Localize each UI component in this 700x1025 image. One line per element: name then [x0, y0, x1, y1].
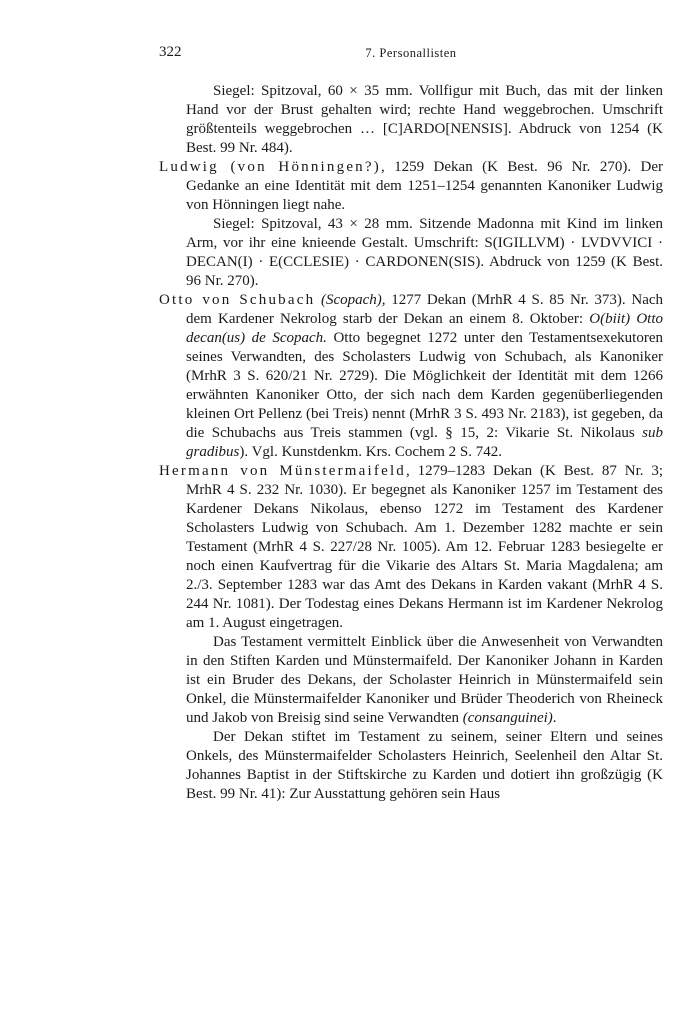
- seal-paragraph: Siegel: Spitzoval, 43 × 28 mm. Sitzende Madonna mit Kind im linken Arm, vor ihr eine knieende Gestalt. Umschrift: S(IGILLVM) · LVDVVICI · DECAN(I) · E(CCLESIE) · CARDONEN(SIS). Abdruck von 1259 (K Best. 96 Nr. 270).: [186, 216, 663, 289]
- entry-ludwig: Ludwig (von Hönningen?), 1259 Dekan (K Best. 96 Nr. 270). Der Gedanke an eine Identität mit dem 1251–1254 genannten Kanoniker Ludwig von Hönningen liegt nahe. Siegel: Spitzoval, 43 × 28 mm. Sitzende Madonna mit Kind im linken Arm, vor ihr eine knieende Gestalt. Umschrift: S(IGILLVM) · LVDVVICI · DECAN(I) · E(CCLESIE) · CARDONEN(SIS). Abdruck von 1259 (K Best. 96 Nr. 270).: [159, 159, 663, 289]
- testament-paragraph: Das Testament vermittelt Einblick über die Anwesenheit von Verwandten in den Stiften Karden und Münstermaifeld. Der Kanoniker Johann in Karden ist ein Bruder des Dekans, der Scholaster Heinrich in Münstermaifeld sein Onkel, die Münstermaifelder Kanoniker und Brüder Theoderich von Rheineck und Jakob von Breisig sind seine Verwandten (consanguinei).: [186, 634, 663, 726]
- running-title: 7. Personallisten: [365, 46, 457, 60]
- seal-paragraph: Siegel: Spitzoval, 60 × 35 mm. Vollfigur mit Buch, das mit der linken Hand vor der Brust gehalten wird; rechte Hand weggebrochen. Umschrift größtenteils weggebrochen … [C]ARDO[NENSIS]. Abdruck von 1254 (K Best. 99 Nr. 484).: [186, 83, 663, 156]
- foundation-paragraph: Der Dekan stiftet im Testament zu seinem, seiner Eltern und seines Onkels, des Münstermaifelder Scholasters Heinrich, Seelenheil den Altar St. Johannes Baptist in der Stiftskirche zu Karden und dotiert ihn großzügig (K Best. 99 Nr. 41): Zur Ausstattung gehören sein Haus: [186, 729, 663, 802]
- page-header: [159, 44, 663, 66]
- entry-name: Hermann von Münstermaifeld: [159, 463, 407, 479]
- entry-hermann: Hermann von Münstermaifeld, 1279–1283 Dekan (K Best. 87 Nr. 3; MrhR 4 S. 232 Nr. 1030). Er begegnet als Kanoniker 1257 im Testament des Kardener Dekans Nikolaus, ebenso 1272 im Testament des Kardener Scholasters Ludwig von Schubach. Am 1. Dezember 1282 machte er sein Testament (MrhR 4 S. 227/28 Nr. 1005). Am 12. Februar 1283 besiegelte er noch einen Kaufvertrag für die Vikarie des Altars St. Maria Magdalena; am 2./3. September 1283 war das Amt des Dekans in Karden vakant (MrhR 4 S. 244 Nr. 1081). Der Todestag eines Dekans Hermann ist im Kardener Nekrolog am 1. August eingetragen. Das Testament vermittelt Einblick über die Anwesenheit von Verwandten in den Stiften Karden und Münstermaifeld. Der Kanoniker Johann in Karden ist ein Bruder des Dekans, der Scholaster Heinrich in Münstermaifeld sein Onkel, die Münstermaifelder Kanoniker und Brüder Theoderich von Rheineck und Jakob von Breisig sind seine Verwandten (consanguinei). Der Dekan stiftet im Testament zu seinem, seiner Eltern und seines Onkels, des Münstermaifelder Scholasters Heinrich, Seelenheil den Altar St. Johannes Baptist in der Stiftskirche zu Karden und dotiert ihn großzügig (K Best. 99 Nr. 41): Zur Ausstattung gehören sein Haus: [159, 463, 663, 802]
- entry-name: Ludwig (von Hönningen?): [159, 159, 381, 175]
- page-body: [159, 82, 663, 804]
- entry-name: Otto von Schubach: [159, 292, 316, 308]
- page-number: 322: [159, 44, 182, 60]
- entry-otto: Otto von Schubach (Scopach), 1277 Dekan (MrhR 4 S. 85 Nr. 373). Nach dem Kardener Nekrolog starb der Dekan an einem 8. Oktober: O(biit) Otto decan(us) de Scopach. Otto begegnet 1272 unter den Testamentsexekutoren seines Verwandten, des Scholasters Ludwig von Schubach, als Kanoniker (MrhR 3 S. 620/21 Nr. 2729). Die Möglichkeit der Identität mit dem 1266 erwähnten Kanoniker Otto, der sich nach dem Karden gegenüberliegenden kleinen Ort Pellenz (bei Treis) nennt (MrhR 3 S. 493 Nr. 2183), ist gegeben, da die Schubachs aus Treis stammen (vgl. § 15, 2: Vikarie St. Nikolaus sub gradibus). Vgl. Kunstdenkm. Krs. Cochem 2 S. 742.: [159, 292, 664, 460]
